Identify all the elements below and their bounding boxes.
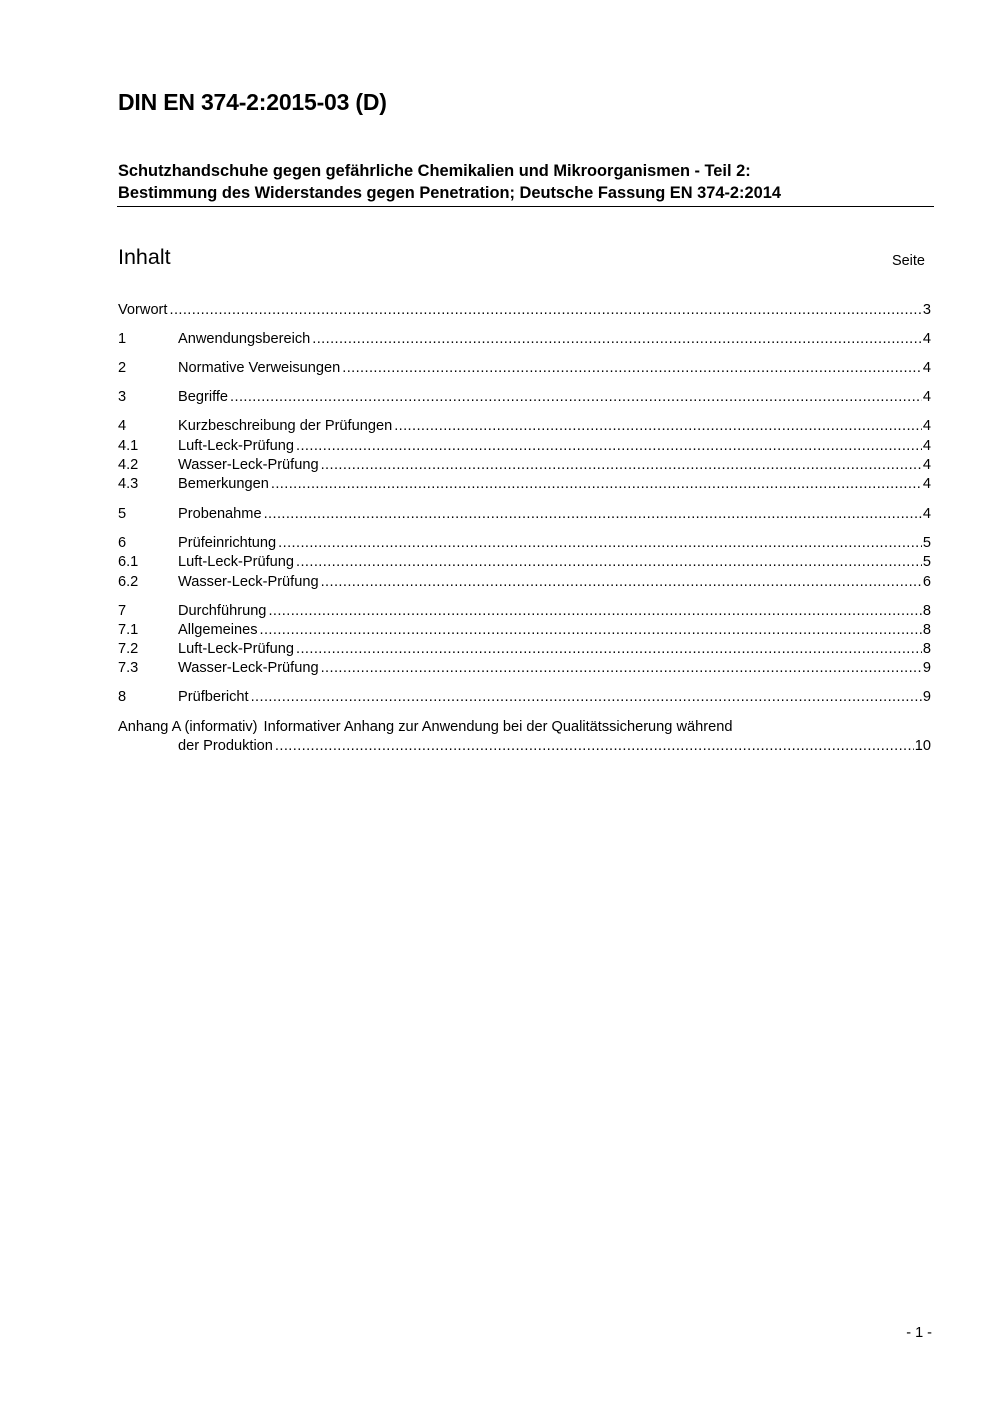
toc-entry-page: 10 xyxy=(914,738,931,754)
toc-entry-label: Prüfbericht xyxy=(178,689,249,705)
toc-entry-page: 4 xyxy=(922,438,931,454)
toc-entry-label: der Produktion xyxy=(178,738,273,754)
toc-entry-number: 5 xyxy=(118,506,127,522)
toc-entry-label: Durchführung xyxy=(178,603,267,619)
toc-entry-label: Luft-Leck-Prüfung xyxy=(178,554,295,570)
toc-leader-dots xyxy=(268,601,921,621)
toc-leader-dots xyxy=(394,416,922,436)
toc-entry-7-2[interactable] xyxy=(118,639,931,659)
toc-entry-7-1[interactable] xyxy=(118,620,931,640)
toc-entry-number: 4 xyxy=(118,418,127,434)
toc-entry-label: Allgemeines xyxy=(178,622,258,638)
toc-entry-7-3[interactable] xyxy=(118,658,931,678)
toc-entry-label: Begriffe xyxy=(178,389,229,405)
toc-leader-dots xyxy=(264,504,922,524)
subtitle-line-2: Bestimmung des Widerstandes gegen Penetration; Deutsche Fassung EN 374-2:2014 xyxy=(118,184,781,202)
toc-entry-page: 8 xyxy=(922,622,931,638)
toc-entry-6[interactable] xyxy=(118,533,931,553)
toc-entry-4-2[interactable] xyxy=(118,455,931,475)
toc-leader-dots xyxy=(321,572,922,592)
toc-leader-dots xyxy=(271,474,922,494)
document-subtitle xyxy=(118,160,934,204)
toc-annex-prefix: Anhang A (informativ) xyxy=(118,719,258,735)
toc-leader-dots xyxy=(169,300,921,320)
toc-entry-number: 7.3 xyxy=(118,660,139,676)
toc-annex-title: Informativer Anhang zur Anwendung bei der Qualitätssicherung während xyxy=(263,719,733,735)
toc-entry-page: 8 xyxy=(922,603,931,619)
toc-entry-page: 9 xyxy=(922,689,931,705)
toc-leader-dots xyxy=(296,436,922,456)
toc-annex-a-line-2[interactable] xyxy=(118,736,931,756)
toc-entry-label: Anwendungsbereich xyxy=(178,331,311,347)
toc-entry-page: 9 xyxy=(922,660,931,676)
page-number: - 1 - xyxy=(906,1325,932,1341)
toc-leader-dots xyxy=(296,552,922,572)
toc-leader-dots xyxy=(342,358,922,378)
toc-leader-dots xyxy=(296,639,922,659)
toc-entry-5[interactable] xyxy=(118,504,931,524)
toc-entry-number: 3 xyxy=(118,389,127,405)
toc-entry-4[interactable] xyxy=(118,416,931,436)
toc-entry-number: 6.2 xyxy=(118,574,139,590)
toc-entry-page: 4 xyxy=(922,506,931,522)
toc-page-column-label: Seite xyxy=(891,253,925,269)
toc-entry-label: Luft-Leck-Prüfung xyxy=(178,438,295,454)
toc-entry-number: 1 xyxy=(118,331,127,347)
toc-entry-number: 8 xyxy=(118,689,127,705)
toc-entry-label: Normative Verweisungen xyxy=(178,360,341,376)
toc-entry-vorwort[interactable] xyxy=(118,300,931,320)
subtitle-divider xyxy=(117,206,934,207)
toc-leader-dots xyxy=(275,736,914,756)
toc-entry-number: 2 xyxy=(118,360,127,376)
toc-entry-page: 8 xyxy=(922,641,931,657)
toc-entry-label: Vorwort xyxy=(118,302,168,318)
toc-entry-label: Wasser-Leck-Prüfung xyxy=(178,457,319,473)
toc-entry-label: Prüfeinrichtung xyxy=(178,535,277,551)
toc-entry-page: 4 xyxy=(922,389,931,405)
toc-leader-dots xyxy=(312,329,922,349)
toc-entry-number: 7 xyxy=(118,603,127,619)
toc-entry-number: 7.2 xyxy=(118,641,139,657)
toc-entry-number: 7.1 xyxy=(118,622,139,638)
toc-entry-number: 4.3 xyxy=(118,476,139,492)
toc-leader-dots xyxy=(260,620,922,640)
toc-entry-1[interactable] xyxy=(118,329,931,349)
toc-entry-label: Wasser-Leck-Prüfung xyxy=(178,574,319,590)
toc-entry-number: 4.1 xyxy=(118,438,139,454)
toc-entry-6-1[interactable] xyxy=(118,552,931,572)
toc-entry-label: Kurzbeschreibung der Prüfungen xyxy=(178,418,393,434)
toc-entry-page: 4 xyxy=(922,476,931,492)
toc-leader-dots xyxy=(278,533,922,553)
toc-entry-number: 4.2 xyxy=(118,457,139,473)
toc-leader-dots xyxy=(321,455,922,475)
toc-leader-dots xyxy=(321,658,922,678)
toc-entry-label: Probenahme xyxy=(178,506,262,522)
toc-leader-dots xyxy=(251,687,922,707)
toc-entry-page: 4 xyxy=(922,457,931,473)
toc-entry-page: 4 xyxy=(922,331,931,347)
toc-heading: Inhalt xyxy=(118,245,171,269)
toc-entry-number: 6 xyxy=(118,535,127,551)
toc-entry-number: 6.1 xyxy=(118,554,139,570)
toc-entry-page: 6 xyxy=(922,574,931,590)
toc-entry-label: Luft-Leck-Prüfung xyxy=(178,641,295,657)
toc-entry-page: 5 xyxy=(922,554,931,570)
toc-entry-2[interactable] xyxy=(118,358,931,378)
toc-entry-4-3[interactable] xyxy=(118,474,931,494)
toc-entry-page: 3 xyxy=(922,302,931,318)
toc-entry-6-2[interactable] xyxy=(118,572,931,592)
toc-leader-dots xyxy=(230,387,922,407)
document-title: DIN EN 374-2:2015-03 (D) xyxy=(118,89,387,115)
toc-entry-4-1[interactable] xyxy=(118,436,931,456)
toc-entry-8[interactable] xyxy=(118,687,931,707)
toc-annex-a-line-1[interactable] xyxy=(118,717,732,737)
subtitle-line-1: Schutzhandschuhe gegen gefährliche Chemikalien und Mikroorganismen - Teil 2: xyxy=(118,162,751,180)
toc-entry-page: 5 xyxy=(922,535,931,551)
toc-entry-label: Wasser-Leck-Prüfung xyxy=(178,660,319,676)
toc-entry-3[interactable] xyxy=(118,387,931,407)
toc-entry-7[interactable] xyxy=(118,601,931,621)
toc-entry-page: 4 xyxy=(922,360,931,376)
toc-entry-label: Bemerkungen xyxy=(178,476,269,492)
toc-entry-page: 4 xyxy=(922,418,931,434)
